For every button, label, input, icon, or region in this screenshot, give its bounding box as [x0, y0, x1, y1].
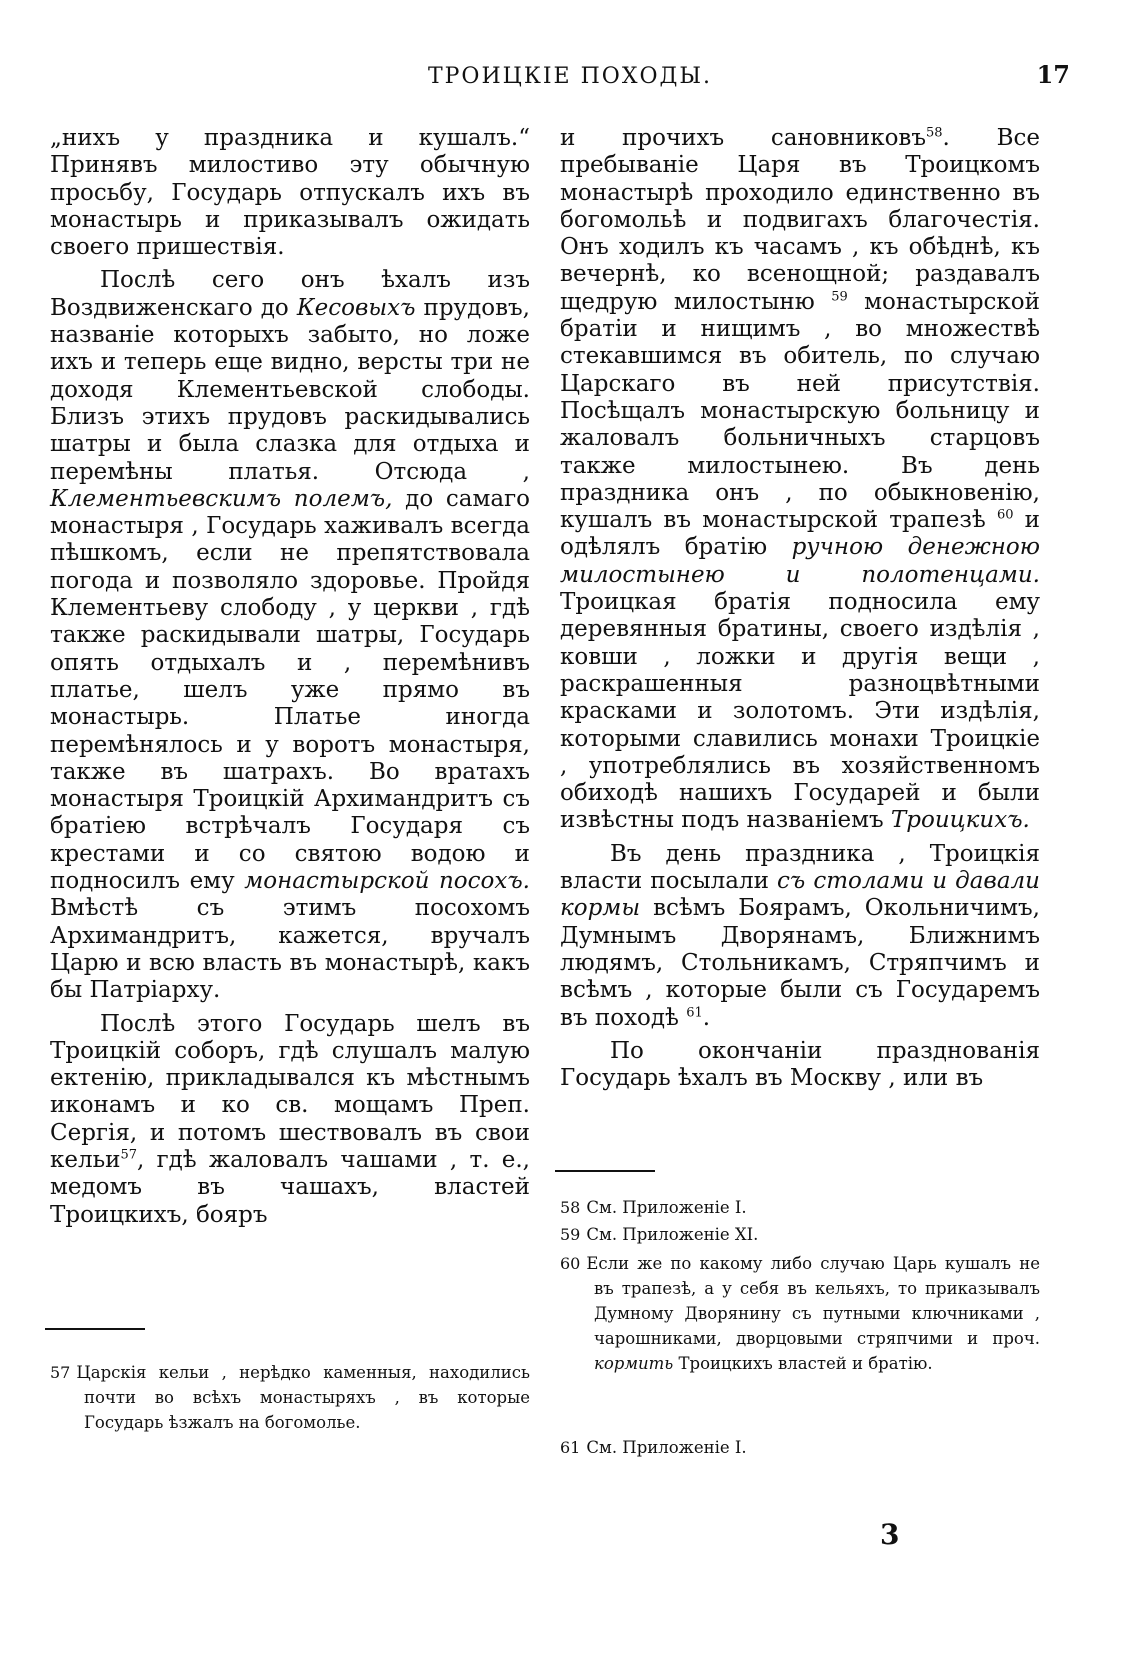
- footnote-ref: 59: [831, 289, 848, 305]
- footnote-ref: 61: [686, 1004, 703, 1020]
- page-number: 17: [1036, 60, 1070, 89]
- paragraph: „нихъ у праздника и кушалъ.“ Принявъ милостиво эту обычную просьбу, Государь отпускалъ ихъ въ монастырь и приказывалъ ожидать своего пришествія.: [50, 125, 530, 261]
- running-title: ТРОИЦКІЕ ПОХОДЫ.: [427, 64, 713, 89]
- footnote-divider: [555, 1170, 655, 1172]
- footnote: 61 См. Приложеніе I.: [560, 1438, 747, 1457]
- footnote: 59 См. Приложеніе XI.: [560, 1225, 759, 1244]
- footnote-ref: 60: [996, 507, 1014, 523]
- footnote-divider: [45, 1328, 145, 1330]
- paragraph: и прочихъ сановниковъ$^{58}$. Все пребываніе Царя въ Троицкомъ монастырѣ проходило единственно въ богомольѣ и подвигахъ благочестія. Онъ ходилъ къ часамъ , къ обѣднѣ, къ вечернѣ, ко всенощной; раздавалъ щедрую милостыню $^{59}$ монастырской братіи и нищимъ , во множествѣ стекавшимся въ обитель, по случаю Царскаго въ ней присутствія. Посѣщалъ монастырскую больницу и жаловалъ больничныхъ старцовъ также милостынею. Въ день праздника онъ , по обыкновенію, кушалъ въ монастырской трапезѣ $^{60}$ и одѣлялъ братію ручною денежною милостынею и полотенцами. Троицкая братія подносила ему деревянныя братины, своего издѣлія , ковши , ложки и другія вещи , раскрашенныя разноцвѣтными красками и золотомъ. Эти издѣлія, которыми славились монахи Троицкіе , употреблялись въ хозяйственномъ обиходѣ нашихъ Государей и были извѣстны подъ названіемъ Троицкихъ.: [560, 125, 1040, 834]
- paragraph: Въ день праздника , Троицкія власти посылали съ столами и давали кормы всѣмъ Боярамъ, Окольничимъ, Думнымъ Дворянамъ, Ближнимъ людямъ, Стольникамъ, Стряпчимъ и всѣмъ , которые были съ Государемъ въ походѣ $^{61}$.: [560, 840, 1040, 1031]
- footnote-ref: 58: [926, 125, 943, 141]
- paragraph: Послѣ сего онъ ѣхалъ изъ Воздвиженскаго до Кесовыхъ прудовъ, названіе которыхъ забыто, но ложе ихъ и теперь еще видно, версты три не доходя Клементьевской слободы. Близъ этихъ прудовъ раскидывались шатры и была слазка для отдыха и перемѣны платья. Отсюда , Клементьевскимъ полемъ, до самаго монастыря , Государь хаживалъ всегда пѣшкомъ, если не препятствовала погода и позволяло здоровье. Пройдя Клементьеву слободу , у церкви , гдѣ также раскидывали шатры, Государь опять отдыхалъ и , перемѣнивъ платье, шелъ уже прямо въ монастырь. Платье иногда перемѣнялось и у воротъ монастыря, также въ шатрахъ. Во вратахъ монастыря Троицкій Архимандритъ съ братіею встрѣчалъ Государя съ крестами и со святою водою и подносилъ ему монастырской посохъ. Вмѣстѣ съ этимъ посохомъ Архимандритъ, кажется, вручалъ Царю и всю власть въ монастырѣ, какъ бы Патріарху.: [50, 267, 531, 1004]
- footnote-ref: 57: [120, 1147, 137, 1163]
- paragraph: Послѣ этого Государь шелъ въ Троицкій соборъ, гдѣ слушалъ малую ектенію, прикладывался къ мѣстнымъ иконамъ и ко св. мощамъ Преп. Сергія, и потомъ шествовалъ въ свои кельи$^{57}$, гдѣ жаловалъ чашами , т. е., медомъ въ чашахъ, властей Троицкихъ, бояръ: [50, 1010, 530, 1228]
- signature-mark: 3: [880, 1518, 900, 1551]
- footnote: 58 См. Приложеніе I.: [560, 1198, 747, 1217]
- left-column: [50, 125, 530, 1229]
- paragraph: По окончаніи празднованія Государь ѣхалъ въ Москву , или въ: [560, 1037, 1040, 1092]
- right-column: [560, 125, 1040, 1092]
- footnote: 57 Царскія кельи , нерѣдко каменныя, находились почти во всѣхъ монастыряхъ , въ которые Государь ѣзжалъ на богомолье.: [50, 1363, 530, 1432]
- footnote: 60 Если же по какому либо случаю Царь кушалъ не въ трапезѣ, а у себя въ кельяхъ, то приказывалъ Думному Дворянину съ путными ключниками , чарошниками, дворцовыми стряпчими и проч. кормить Троицкихъ властей и братію.: [560, 1254, 1040, 1373]
